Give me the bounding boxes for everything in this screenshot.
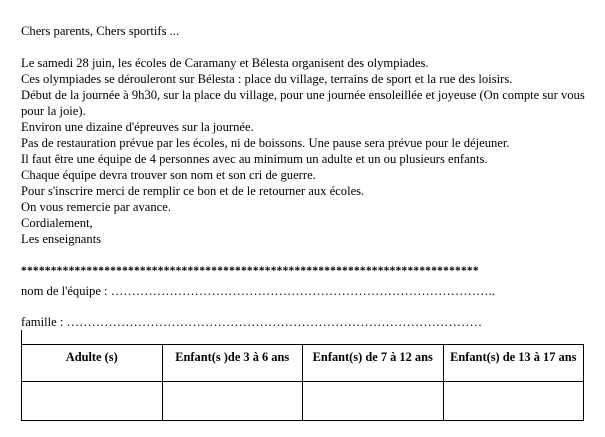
cell-children-7-12[interactable] <box>303 382 444 421</box>
table-header-row <box>22 345 584 382</box>
paragraph: On vous remercie par avance. <box>21 200 171 214</box>
paragraph: Chaque équipe devra trouver son nom et son cri de guerre. <box>21 168 316 182</box>
registration-table <box>21 344 584 421</box>
text-cursor <box>21 330 22 344</box>
header-children-3-6: Enfant(s )de 3 à 6 ans <box>162 345 303 382</box>
cell-adults[interactable] <box>22 382 163 421</box>
paragraph: Environ une dizaine d'épreuves sur la journée. <box>21 120 254 134</box>
paragraph: Début de la journée à 9h30, sur la place du village, pour une journée ensoleillée et joyeuse (On compte sur vous pour la joie). <box>21 88 585 118</box>
paragraph: Il faut être une équipe de 4 personnes avec au minimum un adulte et un ou plusieurs enfants. <box>21 152 488 166</box>
cell-children-13-17[interactable] <box>443 382 584 421</box>
paragraph: Pour s'inscrire merci de remplir ce bon et de le retourner aux écoles. <box>21 184 365 198</box>
signature-line: Les enseignants <box>21 232 102 246</box>
paragraph: Le samedi 28 juin, les écoles de Caramany et Bélesta organisent des olympiades. <box>21 56 429 70</box>
header-children-13-17: Enfant(s) de 13 à 17 ans <box>443 345 584 382</box>
cut-line-separator: ***************************************************************************** <box>21 265 479 277</box>
header-adults: Adulte (s) <box>22 345 163 382</box>
paragraph: Cordialement, <box>21 216 93 230</box>
team-name-field[interactable]: nom de l'équipe : ……………………………………………………………………………….. <box>21 284 495 298</box>
paragraph: Pas de restauration prévue par les écoles, ni de boissons. Une pause sera prévue pour le déjeuner. <box>21 136 510 150</box>
cell-children-3-6[interactable] <box>162 382 303 421</box>
family-name-field[interactable]: famille : ……………………………………………………………………………………… <box>21 315 483 329</box>
letter-body <box>21 55 591 247</box>
table-row <box>22 382 584 421</box>
paragraph: Ces olympiades se dérouleront sur Bélesta : place du village, terrains de sport et la rue des loisirs. <box>21 72 513 86</box>
header-children-7-12: Enfant(s) de 7 à 12 ans <box>303 345 444 382</box>
greeting-line: Chers parents, Chers sportifs ... <box>21 24 180 38</box>
